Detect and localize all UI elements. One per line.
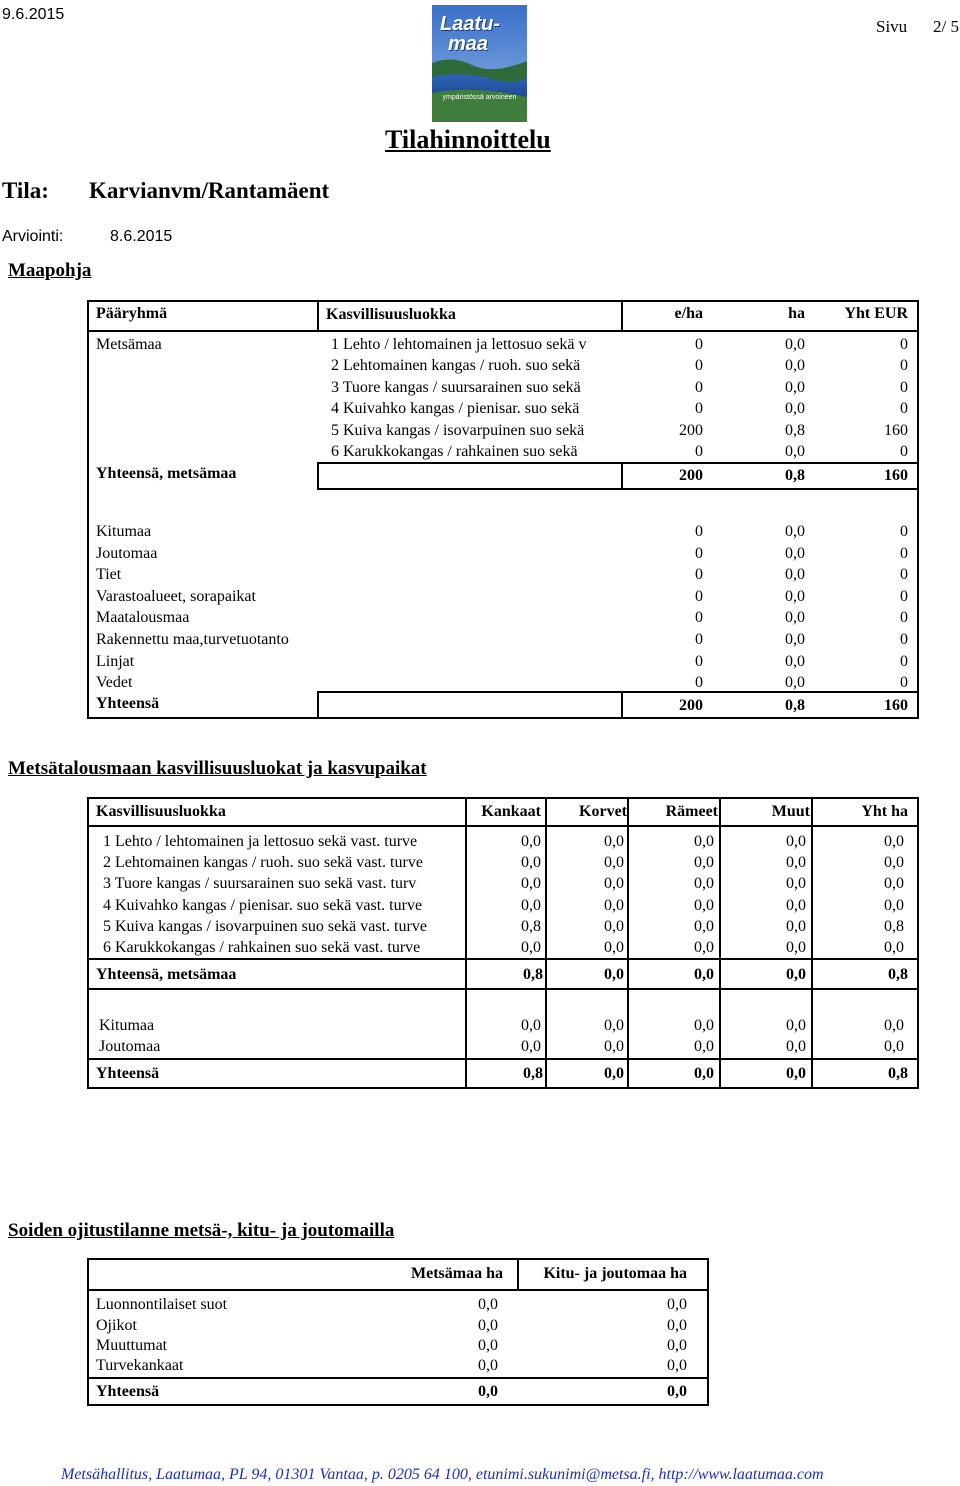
table-cell: 0,0	[785, 523, 805, 540]
table-row-label: 6 Karukkokangas / rahkainen suo sekä vast. turve	[103, 939, 421, 956]
table-row-label: Joutomaa	[96, 545, 158, 562]
total-cell: 200	[679, 697, 703, 714]
doc-title: Tilahinnoittelu	[385, 125, 551, 154]
table-cell: 0,0	[521, 854, 541, 871]
tila-label: Tila:	[2, 178, 49, 203]
table-cell: 0,0	[694, 918, 714, 935]
table-cell: 0	[900, 443, 908, 460]
table-row-label: Turvekankaat	[96, 1357, 184, 1374]
col-paaryhma: Pääryhmä	[96, 305, 168, 322]
table-row-label: 2 Lehtomainen kangas / ruoh. suo sekä vast. turve	[103, 854, 423, 871]
table-cell: 0,0	[604, 833, 624, 850]
table-cell: 0,0	[604, 854, 624, 871]
table-row-label: Linjat	[96, 653, 135, 670]
table-cell: 0,0	[521, 897, 541, 914]
total-cell: 0,0	[604, 1065, 624, 1082]
total-cell: 0,0	[786, 1065, 806, 1082]
table-cell: 0,0	[785, 379, 805, 396]
table-cell: 0	[695, 588, 703, 605]
table-cell: 0,0	[786, 897, 806, 914]
table-cell: 0,0	[694, 854, 714, 871]
table-cell: 0	[900, 588, 908, 605]
table-cell: 0,0	[884, 1038, 904, 1055]
table-row-label: Varastoalueet, sorapaikat	[96, 588, 256, 605]
table-cell: 0	[900, 631, 908, 648]
table-cell: 0	[900, 566, 908, 583]
table-cell: 0,0	[785, 674, 805, 691]
table-cell: 0,0	[667, 1337, 687, 1354]
table-cell: 0,0	[785, 609, 805, 626]
table-cell: 0,0	[521, 939, 541, 956]
table-cell: 0	[695, 379, 703, 396]
table-cell: 0,0	[478, 1296, 498, 1313]
table-cell: 0	[900, 653, 908, 670]
table-cell: 0,0	[604, 897, 624, 914]
table-cell: 0,0	[786, 875, 806, 892]
subtotal-label: Yhteensä, metsämaa	[96, 966, 237, 983]
table-cell: 0,0	[884, 875, 904, 892]
subtotal-cell: 200	[679, 467, 703, 484]
total-cell: 0,0	[667, 1383, 687, 1400]
total-cell: 0,8	[785, 697, 805, 714]
table-cell: 0,0	[694, 1017, 714, 1034]
table-cell: 0	[695, 609, 703, 626]
table-cell: 0,0	[521, 833, 541, 850]
table-row-label: 4 Kuivahko kangas / pienisar. suo sekä vast. turve	[103, 897, 423, 914]
col-kankaat: Kankaat	[481, 803, 541, 820]
table-row-label: 1 Lehto / lehtomainen ja lettosuo sekä v	[331, 336, 587, 353]
maapohja-heading: Maapohja	[8, 260, 92, 281]
tila-value: Karvianvm/Rantamäent	[89, 178, 330, 203]
table-cell: 0,0	[884, 897, 904, 914]
table-row-label: Muuttumat	[96, 1337, 168, 1354]
total-label: Yhteensä	[96, 1065, 160, 1082]
table-row-label: Vedet	[96, 674, 133, 691]
table-cell: 0	[695, 631, 703, 648]
table-cell: 0,0	[785, 400, 805, 417]
table-cell: 0,0	[785, 443, 805, 460]
table-cell: 0,0	[694, 897, 714, 914]
table-cell: 0,0	[785, 588, 805, 605]
total-cell: 0,8	[523, 1065, 543, 1082]
table-cell: 0,0	[478, 1317, 498, 1334]
table-row-label: Kitumaa	[99, 1017, 155, 1034]
table-cell: 0,0	[604, 918, 624, 935]
table-cell: 0,0	[694, 833, 714, 850]
total-cell: 0,0	[478, 1383, 498, 1400]
subtotal-cell: 0,8	[785, 467, 805, 484]
table-cell: 0,0	[785, 357, 805, 374]
table-cell: 0,0	[785, 631, 805, 648]
col-yht-eur: Yht EUR	[844, 305, 908, 322]
table-cell: 0	[900, 674, 908, 691]
table-cell: 0	[695, 545, 703, 562]
table-cell: 0,8	[884, 918, 904, 935]
table-cell: 0	[900, 523, 908, 540]
table-cell: 0,0	[694, 939, 714, 956]
page-label: Sivu	[876, 17, 908, 36]
total-label: Yhteensä	[96, 695, 160, 712]
total-label: Yhteensä	[96, 1383, 160, 1400]
table-cell: 0	[695, 674, 703, 691]
table-row-label: Ojikot	[96, 1317, 137, 1334]
table-cell: 0	[900, 545, 908, 562]
table-cell: 0	[695, 357, 703, 374]
table-cell: 0,0	[694, 1038, 714, 1055]
table-cell: 0,0	[521, 1038, 541, 1055]
logo-text-mid: maa	[448, 33, 489, 55]
table-cell: 0,0	[884, 1017, 904, 1034]
table-cell: 0,0	[786, 939, 806, 956]
table-cell: 0,0	[604, 1017, 624, 1034]
col-kitu-joutomaa-ha: Kitu- ja joutomaa ha	[543, 1265, 687, 1282]
table-cell: 0,0	[694, 875, 714, 892]
col-ha: ha	[788, 305, 805, 322]
table-row-label: Joutomaa	[99, 1038, 161, 1055]
table-cell: 0,0	[521, 1017, 541, 1034]
total-cell: 160	[884, 697, 908, 714]
table-cell: 0,0	[604, 939, 624, 956]
table-cell: 0,0	[884, 939, 904, 956]
table-cell: 0	[695, 653, 703, 670]
total-cell: 0,0	[694, 1065, 714, 1082]
col-kasvillisuusluokka: Kasvillisuusluokka	[96, 803, 226, 820]
table-cell: 0,0	[786, 833, 806, 850]
table-cell: 0,0	[785, 566, 805, 583]
group-metsamaa: Metsämaa	[96, 336, 162, 353]
table-cell: 0,0	[785, 545, 805, 562]
table-cell: 0	[695, 400, 703, 417]
table-cell: 0,0	[667, 1357, 687, 1374]
table-cell: 0	[695, 336, 703, 353]
print-date: 9.6.2015	[2, 6, 65, 23]
subtotal-label: Yhteensä, metsämaa	[96, 465, 237, 482]
table-cell: 0,0	[604, 1038, 624, 1055]
table-cell: 0	[695, 443, 703, 460]
table-row-label: 3 Tuore kangas / suursarainen suo sekä vast. turv	[103, 875, 417, 892]
table-cell: 0	[695, 566, 703, 583]
table-cell: 0,0	[604, 875, 624, 892]
table-row-label: 5 Kuiva kangas / isovarpuinen suo sekä vast. turve	[103, 918, 427, 935]
table-cell: 0,0	[521, 875, 541, 892]
table-row-label: Luonnontilaiset suot	[96, 1296, 228, 1313]
col-kasvillisuusluokka: Kasvillisuusluokka	[326, 306, 456, 323]
table-cell: 0,8	[521, 918, 541, 935]
table-cell: 0,0	[785, 653, 805, 670]
table-row-label: Rakennettu maa,turvetuotanto	[96, 631, 289, 648]
col-eha: e/ha	[674, 305, 703, 322]
table-cell: 0	[695, 523, 703, 540]
table-cell: 0,0	[785, 336, 805, 353]
table-row-label: 5 Kuiva kangas / isovarpuinen suo sekä	[331, 422, 585, 439]
table-cell: 0,0	[786, 854, 806, 871]
table-cell: 0,0	[478, 1337, 498, 1354]
table-cell: 0,0	[884, 833, 904, 850]
table-row-label: 6 Karukkokangas / rahkainen suo sekä	[331, 443, 578, 460]
ojitus-heading: Soiden ojitustilanne metsä-, kitu- ja joutomailla	[8, 1220, 395, 1241]
col-rameet: Rämeet	[665, 803, 718, 820]
subtotal-cell: 160	[884, 467, 908, 484]
table-cell: 0,0	[884, 854, 904, 871]
table-row-label: Kitumaa	[96, 523, 152, 540]
table-cell: 0,0	[786, 918, 806, 935]
table-cell: 0	[900, 609, 908, 626]
table-row-label: 4 Kuivahko kangas / pienisar. suo sekä	[331, 400, 580, 417]
table-cell: 200	[679, 422, 703, 439]
table-cell: 0,0	[667, 1296, 687, 1313]
subtotal-cell: 0,8	[888, 966, 908, 983]
table-cell: 0	[900, 336, 908, 353]
footer-contact: Metsähallitus, Laatumaa, PL 94, 01301 Vantaa, p. 0205 64 100, etunimi.sukunimi@metsa.fi, http://www.laatumaa.com	[61, 1466, 824, 1483]
table-cell: 0,0	[478, 1357, 498, 1374]
table-row-label: 2 Lehtomainen kangas / ruoh. suo sekä	[331, 357, 581, 374]
table-row-label: 3 Tuore kangas / suursarainen suo sekä	[331, 379, 581, 396]
logo-text-top: Laatu-	[440, 13, 500, 35]
table-cell: 0,8	[785, 422, 805, 439]
table-row-label: 1 Lehto / lehtomainen ja lettosuo sekä vast. turve	[103, 833, 418, 850]
table-cell: 0	[900, 379, 908, 396]
total-cell: 0,8	[888, 1065, 908, 1082]
arviointi-date: 8.6.2015	[110, 228, 173, 245]
table-cell: 0	[900, 357, 908, 374]
subtotal-cell: 0,0	[786, 966, 806, 983]
table-cell: 0	[900, 400, 908, 417]
laatumaa-logo	[432, 5, 527, 122]
kasvupaikat-heading: Metsätalousmaan kasvillisuusluokat ja kasvupaikat	[8, 758, 427, 779]
col-metsamaa-ha: Metsämaa ha	[411, 1265, 503, 1282]
subtotal-cell: 0,0	[604, 966, 624, 983]
table-row-label: Maatalousmaa	[96, 609, 190, 626]
col-yht-ha: Yht ha	[861, 803, 908, 820]
subtotal-cell: 0,8	[523, 966, 543, 983]
table-row-label: Tiet	[96, 566, 122, 583]
table-cell: 0,0	[667, 1317, 687, 1334]
table-cell: 160	[884, 422, 908, 439]
subtotal-cell: 0,0	[694, 966, 714, 983]
table-cell: 0,0	[786, 1017, 806, 1034]
page-number: 2/ 5	[933, 17, 959, 36]
logo-text-bottom: ympäristössä arvoineen	[442, 94, 517, 101]
table-cell: 0,0	[786, 1038, 806, 1055]
col-muut: Muut	[771, 803, 810, 820]
arviointi-label: Arviointi:	[2, 228, 64, 245]
col-korvet: Korvet	[579, 803, 627, 820]
